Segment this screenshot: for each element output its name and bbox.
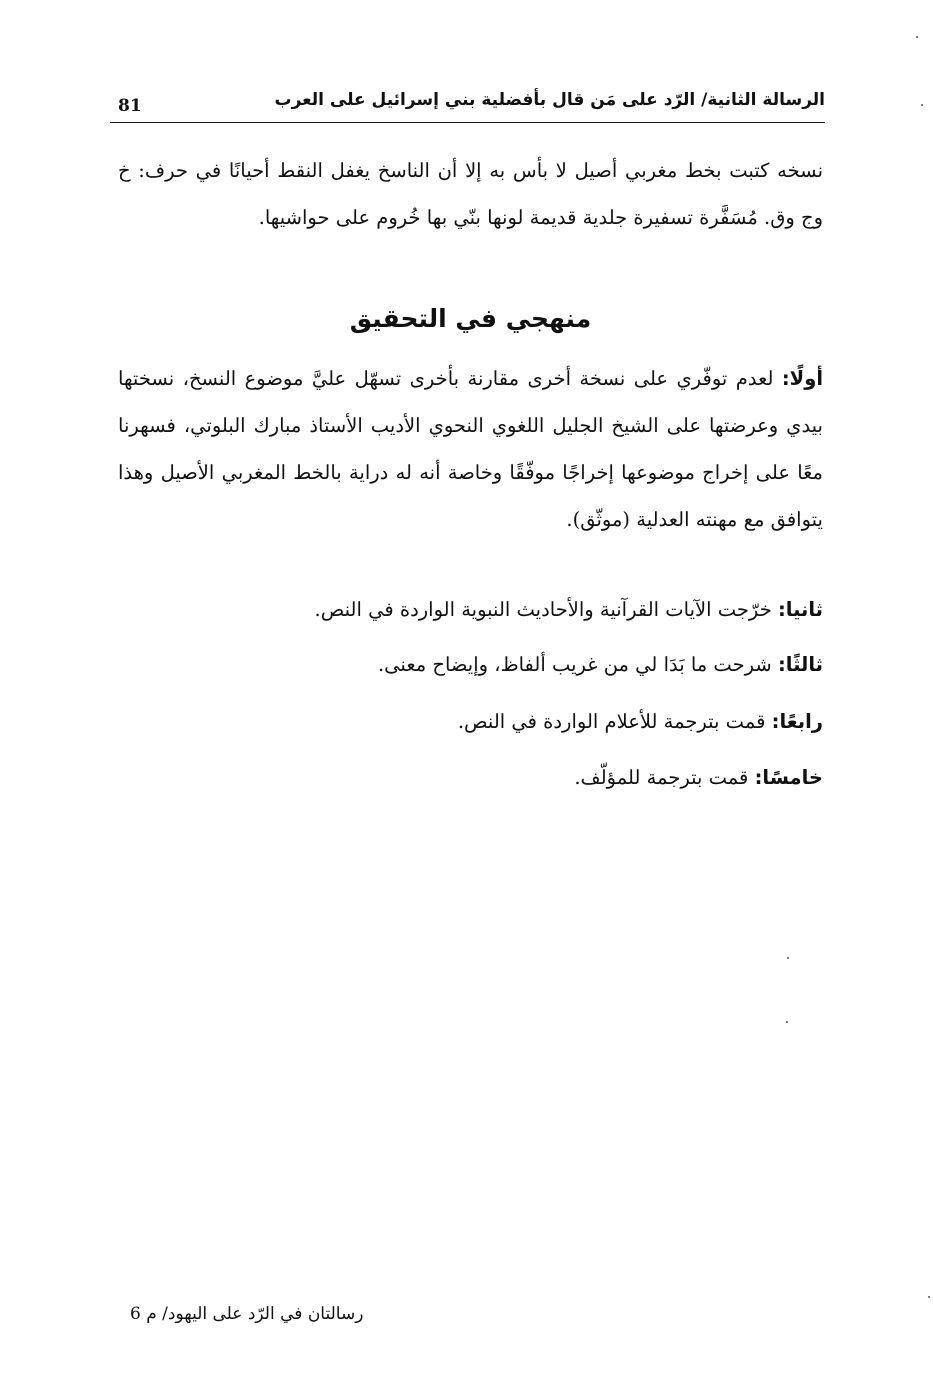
step-second [315, 598, 823, 621]
step-fifth [574, 766, 823, 789]
step-third-text: شرحت ما بَدَا لي من غريب ألفاظ، وإيضاح معنى. [377, 653, 772, 676]
header-rule [110, 122, 825, 123]
step-first-text: لعدم توفّري على نسخة أخرى مقارنة بأخرى تسهّل عليَّ موضوع النسخ، نسختها بيدي وعرضتها على الشيخ الجليل اللغوي النحوي الأديب الأستاذ مبارك البلوتي، فسهرنا معًا على إخراج موضوعها إخراجًا موفّقًا وخاصة أنه له دراية بالخط المغربي الأصيل وهذا يتوافق مع مهنته العدلية (موثّق). [118, 367, 823, 531]
step-fourth-lead: رابعًا: [771, 710, 823, 733]
step-second-lead: ثانيا: [777, 598, 823, 621]
step-third-lead: ثالثًا: [777, 653, 823, 676]
step-fourth [458, 710, 823, 733]
step-fourth-text: قمت بترجمة للأعلام الواردة في النص. [457, 710, 766, 733]
scan-speck [928, 1296, 930, 1298]
page-number: 81 [118, 96, 142, 116]
step-third [378, 653, 823, 676]
step-first-paragraph [118, 355, 823, 543]
section-heading: منهجي في التحقيق [349, 304, 592, 333]
running-title: الرسالة الثانية/ الرّد على مَن قال بأفضلية بني إسرائيل على العرب [274, 90, 825, 110]
step-fifth-lead: خامسًا: [754, 766, 823, 789]
scan-speck [921, 104, 923, 106]
step-fifth-text: قمت بترجمة للمؤلّف. [574, 766, 749, 789]
step-second-text: خرّجت الآيات القرآنية والأحاديث النبوية الواردة في النص. [314, 598, 772, 621]
footer-signature: رسالتان في الرّد على اليهود/ م 6 [130, 1304, 364, 1324]
intro-paragraph: نسخه كتبت بخط مغربي أصيل لا بأس به إلا أن الناسخ يغفل النقط أحيانًا في حرف: خ وج وق. مُسَفَّرة تسفيرة جلدية قديمة لونها بنّي بها خُروم على حواشيها. [118, 159, 823, 229]
scan-speck [787, 957, 789, 959]
scan-speck [786, 1021, 788, 1023]
scan-speck [916, 36, 918, 38]
running-header [110, 84, 825, 120]
step-first-lead: أولًا: [781, 367, 823, 390]
